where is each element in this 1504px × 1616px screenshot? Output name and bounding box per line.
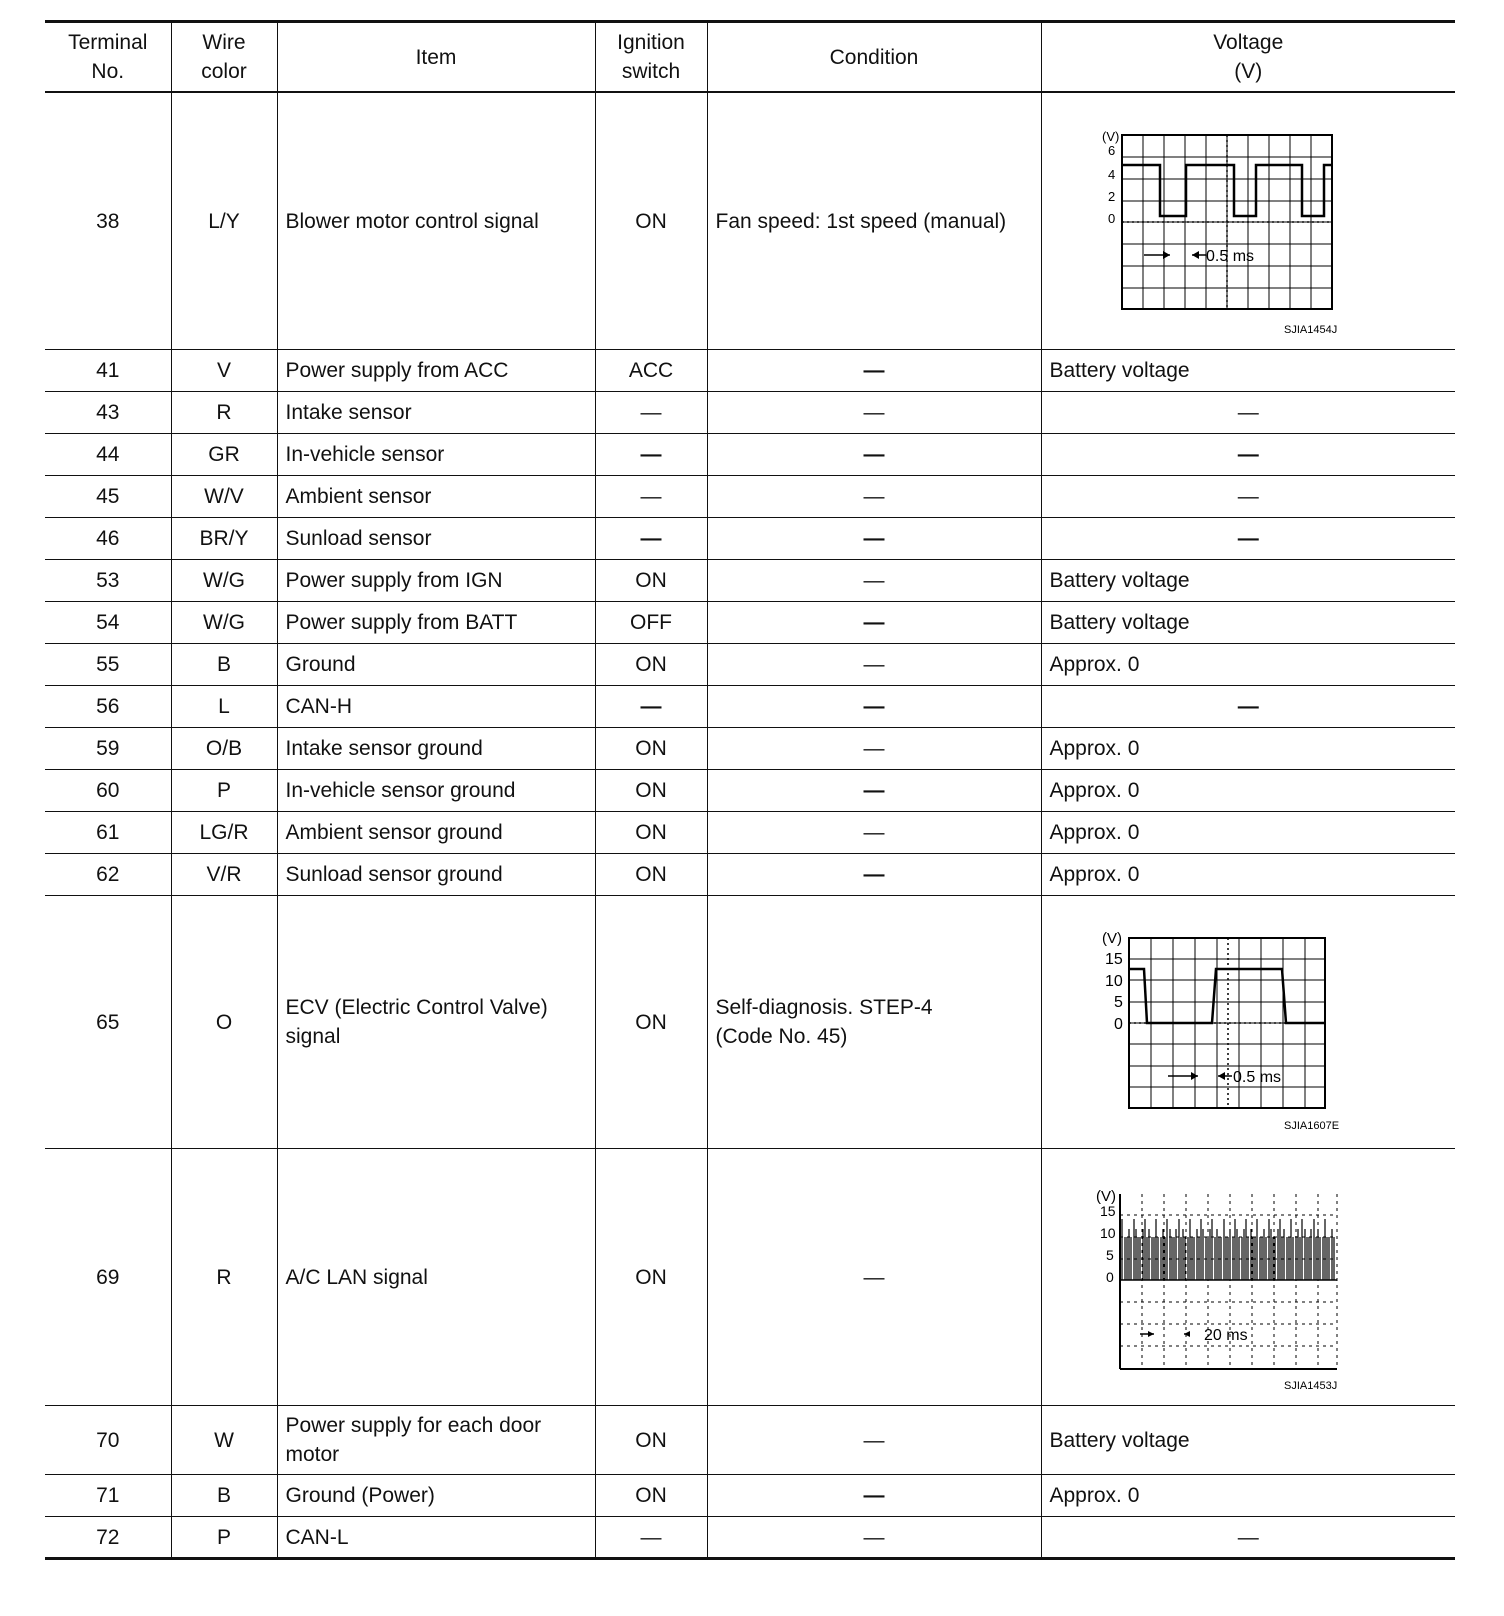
terminal-spec-table — [45, 20, 1455, 1560]
waveform-65 — [1042, 896, 1456, 1148]
condition: — — [707, 728, 1041, 770]
voltage: — — [1041, 1517, 1455, 1559]
item: Power supply from IGN — [277, 560, 595, 602]
wire-color: P — [171, 770, 277, 812]
ignition-switch: ON — [595, 728, 707, 770]
condition: — — [707, 350, 1041, 392]
terminal-no: 43 — [45, 392, 171, 434]
table-row — [45, 602, 1455, 644]
header-wire-color: Wire color — [171, 22, 277, 93]
item: Ground — [277, 644, 595, 686]
ignition-switch: ON — [595, 1406, 707, 1475]
voltage: Approx. 0 — [1041, 1475, 1455, 1517]
wire-color: W — [171, 1406, 277, 1475]
ignition-switch: OFF — [595, 602, 707, 644]
voltage: Approx. 0 — [1041, 728, 1455, 770]
ignition-switch: — — [595, 518, 707, 560]
terminal-no: 69 — [45, 1149, 171, 1406]
table-row — [45, 770, 1455, 812]
wire-color: LG/R — [171, 812, 277, 854]
terminal-no: 61 — [45, 812, 171, 854]
condition: — — [707, 518, 1041, 560]
item: In-vehicle sensor ground — [277, 770, 595, 812]
voltage: Battery voltage — [1041, 560, 1455, 602]
condition: — — [707, 812, 1041, 854]
tick-label: 6 — [1107, 143, 1115, 158]
ignition-switch: — — [595, 476, 707, 518]
condition: — — [707, 644, 1041, 686]
condition: — — [707, 1475, 1041, 1517]
table-row — [45, 92, 1455, 350]
voltage: Battery voltage — [1041, 602, 1455, 644]
voltage: Approx. 0 — [1041, 812, 1455, 854]
condition: — — [707, 854, 1041, 896]
condition: Fan speed: 1st speed (manual) — [707, 92, 1041, 350]
condition: Self-diagnosis. STEP-4 (Code No. 45) — [707, 896, 1041, 1149]
voltage: — — [1041, 686, 1455, 728]
terminal-no: 60 — [45, 770, 171, 812]
terminal-no: 62 — [45, 854, 171, 896]
timebase-label: 20 ms — [1203, 1327, 1248, 1344]
wire-color: GR — [171, 434, 277, 476]
timebase-label: 0.5 ms — [1205, 248, 1254, 265]
terminal-no: 45 — [45, 476, 171, 518]
condition: — — [707, 476, 1041, 518]
table-row — [45, 476, 1455, 518]
ignition-switch: ON — [595, 770, 707, 812]
terminal-no: 59 — [45, 728, 171, 770]
voltage-waveform-cell — [1041, 1149, 1455, 1406]
item: Intake sensor — [277, 392, 595, 434]
wire-color: BR/Y — [171, 518, 277, 560]
header-item: Item — [277, 22, 595, 93]
wire-color: W/G — [171, 560, 277, 602]
header-row — [45, 22, 1455, 93]
waveform-38 — [1042, 93, 1456, 349]
wire-color: L — [171, 686, 277, 728]
wire-color: P — [171, 1517, 277, 1559]
table-row — [45, 1149, 1455, 1406]
terminal-no: 71 — [45, 1475, 171, 1517]
item: Sunload sensor ground — [277, 854, 595, 896]
wire-color: B — [171, 644, 277, 686]
table-row — [45, 518, 1455, 560]
voltage: Approx. 0 — [1041, 770, 1455, 812]
header-terminal: Terminal No. — [45, 22, 171, 93]
terminal-no: 41 — [45, 350, 171, 392]
terminal-no: 38 — [45, 92, 171, 350]
condition: — — [707, 770, 1041, 812]
item: CAN-H — [277, 686, 595, 728]
condition: — — [707, 1406, 1041, 1475]
condition: — — [707, 434, 1041, 476]
header-ignition-switch: Ignition switch — [595, 22, 707, 93]
table-row — [45, 644, 1455, 686]
table-row — [45, 560, 1455, 602]
table-row — [45, 1406, 1455, 1475]
wire-color: O/B — [171, 728, 277, 770]
tick-label: 0 — [1105, 1269, 1114, 1285]
item: Ambient sensor ground — [277, 812, 595, 854]
table-row — [45, 350, 1455, 392]
waveform-unit: (V) — [1095, 1188, 1116, 1205]
terminal-no: 65 — [45, 896, 171, 1149]
condition: — — [707, 1517, 1041, 1559]
waveform-unit: (V) — [1101, 930, 1122, 947]
table-row — [45, 686, 1455, 728]
tick-label: 10 — [1104, 973, 1123, 990]
ignition-switch: ACC — [595, 350, 707, 392]
ignition-switch: ON — [595, 92, 707, 350]
tick-label: 10 — [1099, 1225, 1116, 1241]
voltage: — — [1041, 434, 1455, 476]
ignition-switch: ON — [595, 1149, 707, 1406]
voltage: Battery voltage — [1041, 350, 1455, 392]
table-body — [45, 92, 1455, 1559]
ignition-switch: — — [595, 434, 707, 476]
table-row — [45, 728, 1455, 770]
wire-color: R — [171, 1149, 277, 1406]
ignition-switch: ON — [595, 896, 707, 1149]
condition: — — [707, 1149, 1041, 1406]
item: Blower motor control signal — [277, 92, 595, 350]
ignition-switch: ON — [595, 1475, 707, 1517]
wire-color: V/R — [171, 854, 277, 896]
tick-label: 5 — [1105, 1247, 1114, 1263]
tick-label: 5 — [1113, 994, 1123, 1011]
ignition-switch: ON — [595, 560, 707, 602]
tick-label: 15 — [1099, 1203, 1116, 1219]
item: Sunload sensor — [277, 518, 595, 560]
ignition-switch: ON — [595, 644, 707, 686]
voltage: — — [1041, 476, 1455, 518]
table-row — [45, 854, 1455, 896]
header-condition: Condition — [707, 22, 1041, 93]
voltage: — — [1041, 518, 1455, 560]
ignition-switch: — — [595, 392, 707, 434]
wire-color: O — [171, 896, 277, 1149]
table-row — [45, 434, 1455, 476]
tick-label: 2 — [1107, 189, 1115, 204]
waveform-unit: (V) — [1101, 129, 1119, 144]
tick-label: 15 — [1104, 951, 1123, 968]
wire-color: R — [171, 392, 277, 434]
terminal-no: 44 — [45, 434, 171, 476]
ignition-switch: ON — [595, 854, 707, 896]
item: ECV (Electric Control Valve) signal — [277, 896, 595, 1149]
tick-label: 4 — [1107, 167, 1115, 182]
voltage-waveform-cell — [1041, 92, 1455, 350]
table-row — [45, 1475, 1455, 1517]
figure-id: SJIA1453J — [1283, 1380, 1337, 1392]
figure-id: SJIA1454J — [1283, 324, 1337, 336]
ignition-switch: — — [595, 1517, 707, 1559]
voltage: Approx. 0 — [1041, 644, 1455, 686]
item: Intake sensor ground — [277, 728, 595, 770]
waveform-69 — [1042, 1149, 1456, 1405]
terminal-no: 55 — [45, 644, 171, 686]
tick-label: 0 — [1107, 211, 1115, 226]
timebase-label: 0.5 ms — [1232, 1069, 1281, 1086]
terminal-no: 72 — [45, 1517, 171, 1559]
table-row — [45, 812, 1455, 854]
wire-color: W/V — [171, 476, 277, 518]
ignition-switch: ON — [595, 812, 707, 854]
terminal-no: 54 — [45, 602, 171, 644]
lan-pulse-group — [1122, 1219, 1334, 1280]
tick-label: 0 — [1113, 1016, 1123, 1033]
item: In-vehicle sensor — [277, 434, 595, 476]
table-row — [45, 392, 1455, 434]
wire-color: W/G — [171, 602, 277, 644]
condition: — — [707, 686, 1041, 728]
item: Power supply from BATT — [277, 602, 595, 644]
figure-id: SJIA1607E — [1283, 1120, 1339, 1132]
terminal-no: 56 — [45, 686, 171, 728]
table-row — [45, 896, 1455, 1149]
item: CAN-L — [277, 1517, 595, 1559]
condition: — — [707, 560, 1041, 602]
voltage: — — [1041, 392, 1455, 434]
wire-color: B — [171, 1475, 277, 1517]
item: Ambient sensor — [277, 476, 595, 518]
wire-color: V — [171, 350, 277, 392]
item: Ground (Power) — [277, 1475, 595, 1517]
header-voltage: Voltage (V) — [1041, 22, 1455, 93]
voltage-waveform-cell — [1041, 896, 1455, 1149]
terminal-no: 53 — [45, 560, 171, 602]
wire-color: L/Y — [171, 92, 277, 350]
terminal-no: 46 — [45, 518, 171, 560]
item: Power supply for each door motor — [277, 1406, 595, 1475]
item: A/C LAN signal — [277, 1149, 595, 1406]
condition: — — [707, 602, 1041, 644]
item: Power supply from ACC — [277, 350, 595, 392]
voltage: Battery voltage — [1041, 1406, 1455, 1475]
voltage: Approx. 0 — [1041, 854, 1455, 896]
table-row — [45, 1517, 1455, 1559]
terminal-no: 70 — [45, 1406, 171, 1475]
condition: — — [707, 392, 1041, 434]
ignition-switch: — — [595, 686, 707, 728]
